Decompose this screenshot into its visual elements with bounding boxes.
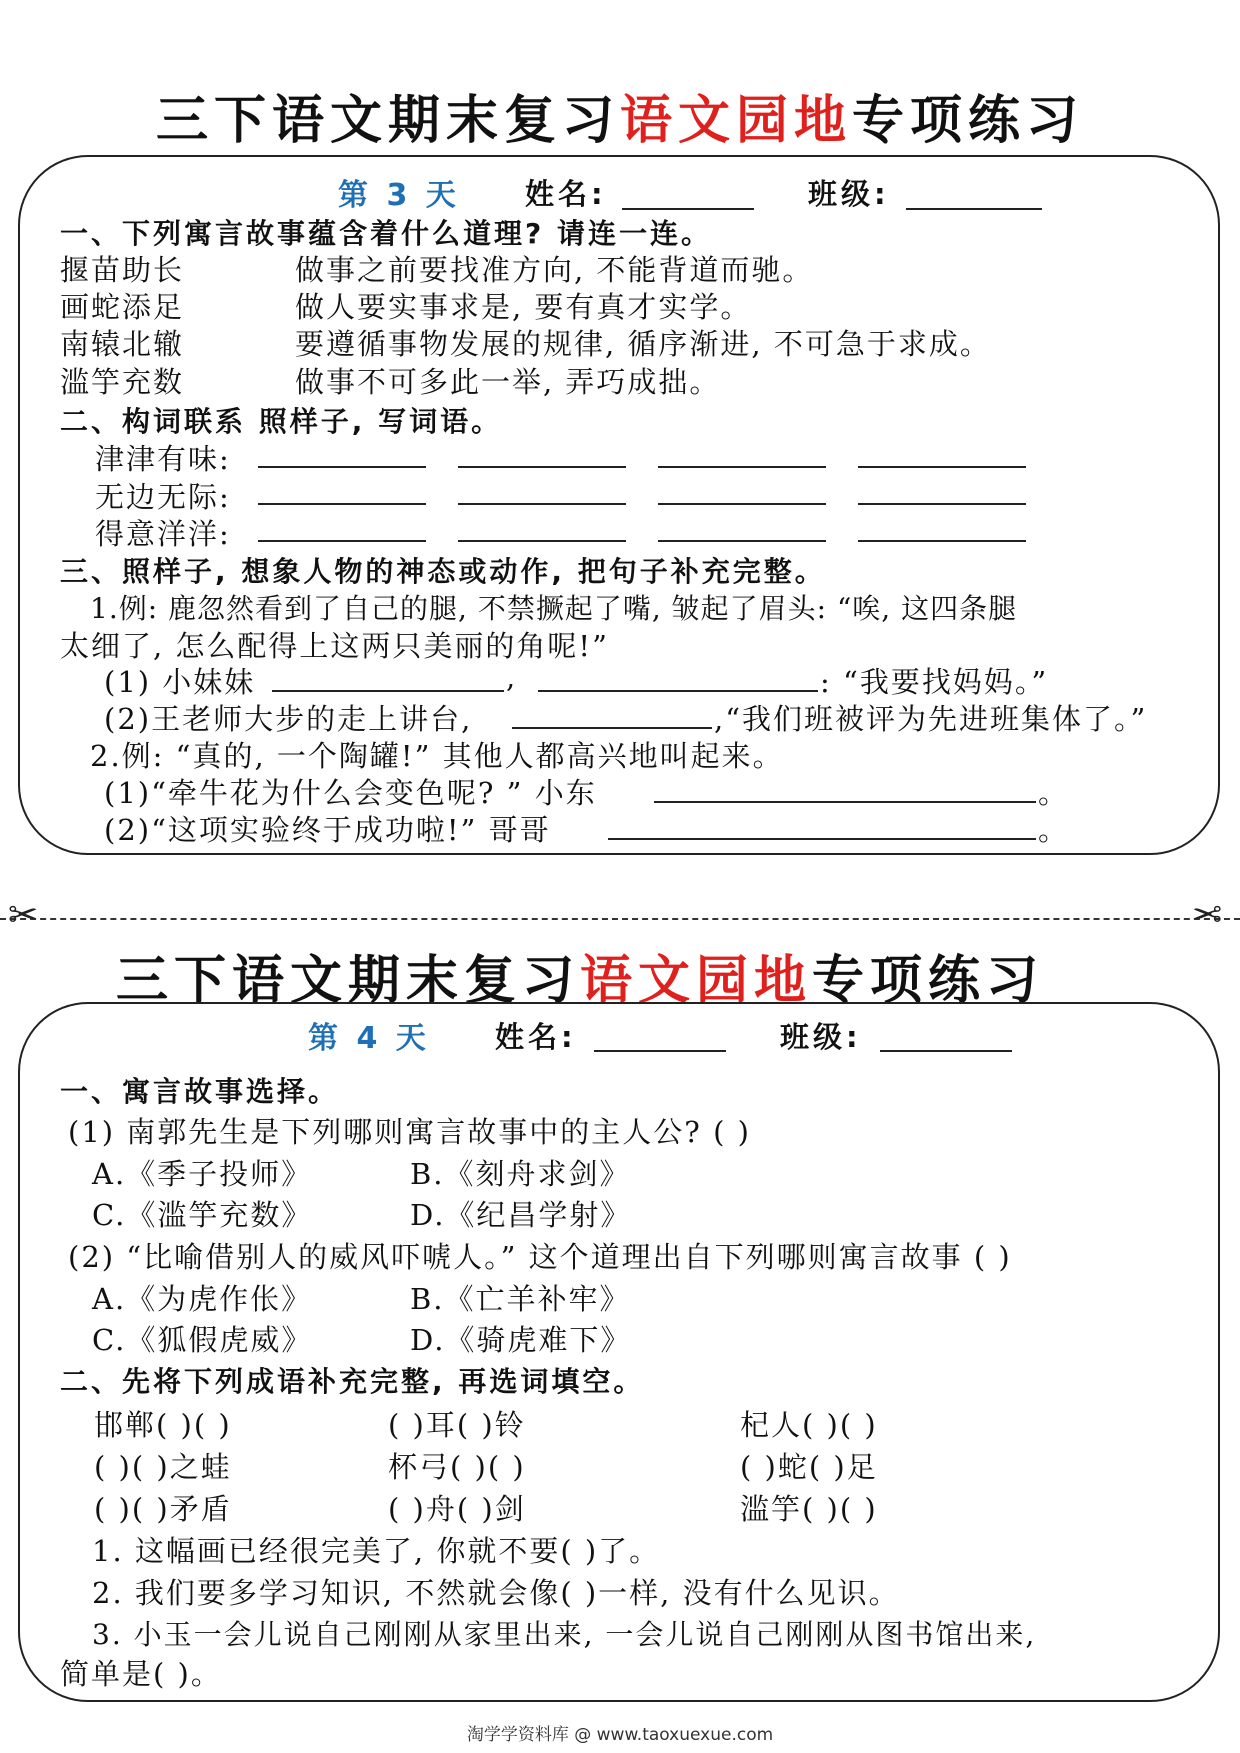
day-label: 第 4 天: [308, 1021, 430, 1056]
choice-option[interactable]: A.《季子投师》: [92, 1157, 313, 1191]
cut-line: [0, 918, 1240, 920]
q1-heading: 一、寓言故事选择。: [60, 1075, 340, 1108]
answer-blank[interactable]: [272, 690, 504, 692]
q1-heading: 一、下列寓言故事蕴含着什么道理? 请连一连。: [60, 217, 712, 250]
sheet1-title: [0, 78, 1240, 153]
title-highlight: 语文园地: [619, 91, 852, 151]
exercise-prompt: (2)王老师大步的走上讲台,: [104, 702, 473, 736]
word-blank[interactable]: [458, 503, 626, 505]
word-blank[interactable]: [658, 466, 826, 468]
word-blank[interactable]: [858, 466, 1026, 468]
idiom-blank[interactable]: ( )舟( )剑: [388, 1492, 526, 1526]
word-blank[interactable]: [458, 466, 626, 468]
exercise-prompt: (2)“这项实验终于成功啦!” 哥哥: [104, 813, 551, 847]
answer-blank[interactable]: [538, 690, 818, 692]
idiom-blank[interactable]: 杯弓( )( ): [388, 1450, 526, 1484]
day-label: 第 3 天: [338, 178, 460, 213]
class-label: 班级:: [780, 1020, 862, 1054]
moral-item[interactable]: 做人要实事求是, 要有真才实学。: [295, 290, 752, 324]
class-field[interactable]: [906, 208, 1042, 210]
class-field[interactable]: [880, 1050, 1012, 1052]
fill-sentence: 3. 小玉一会儿说自己刚刚从家里出来, 一会儿说自己刚刚从图书馆出来,: [92, 1618, 1037, 1651]
name-label: 姓名:: [495, 1020, 577, 1054]
scissors-icon: ✂: [8, 895, 39, 936]
word-blank[interactable]: [458, 540, 626, 542]
sample-word: 无边无际:: [95, 480, 231, 514]
answer-blank[interactable]: [654, 801, 1036, 803]
idiom-blank[interactable]: ( )蛇( )足: [740, 1450, 878, 1484]
word-blank[interactable]: [258, 466, 426, 468]
question-stem: (2) “比喻借别人的威风吓唬人。” 这个道理出自下列哪则寓言故事 ( ): [68, 1240, 1012, 1274]
fill-sentence[interactable]: 1. 这幅画已经很完美了, 你就不要( )了。: [92, 1534, 661, 1568]
sheet1-header: [338, 170, 460, 214]
idiom-blank[interactable]: 邯郸( )( ): [94, 1408, 232, 1442]
moral-item[interactable]: 要遵循事物发展的规律, 循序渐进, 不可急于求成。: [295, 327, 991, 361]
word-blank[interactable]: [858, 503, 1026, 505]
word-blank[interactable]: [258, 503, 426, 505]
title-prefix: 三下语文期末复习: [155, 91, 620, 151]
exercise-quote: : “我要找妈妈。”: [820, 665, 1049, 699]
name-field[interactable]: [622, 208, 754, 210]
idiom-item[interactable]: 画蛇添足: [60, 290, 185, 324]
q2-heading: 二、先将下列成语补充完整, 再选词填空。: [60, 1365, 645, 1398]
fill-sentence[interactable]: 2. 我们要多学习知识, 不然就会像( )一样, 没有什么见识。: [92, 1576, 900, 1610]
example-sentence: 1.例: 鹿忽然看到了自己的腿, 不禁撅起了嘴, 皱起了眉头: “唉, 这四条腿: [90, 592, 1018, 625]
idiom-item[interactable]: 南辕北辙: [60, 327, 185, 361]
choice-option[interactable]: D.《骑虎难下》: [410, 1323, 632, 1357]
title-prefix: 三下语文期末复习: [115, 951, 580, 1011]
class-label: 班级:: [808, 177, 890, 211]
idiom-blank[interactable]: ( )耳( )铃: [388, 1408, 526, 1442]
moral-item[interactable]: 做事之前要找准方向, 不能背道而驰。: [295, 253, 814, 287]
choice-option[interactable]: D.《纪昌学射》: [410, 1198, 632, 1232]
scissors-icon: ✂: [1192, 895, 1223, 936]
word-blank[interactable]: [658, 503, 826, 505]
word-blank[interactable]: [658, 540, 826, 542]
word-blank[interactable]: [858, 540, 1026, 542]
fill-sentence[interactable]: 简单是( )。: [60, 1657, 222, 1691]
idiom-blank[interactable]: 杞人( )( ): [740, 1408, 878, 1442]
exercise-prompt: (1) 小妹妹: [104, 665, 256, 699]
title-suffix: 专项练习: [852, 91, 1085, 151]
idiom-blank[interactable]: 滥竽( )( ): [740, 1492, 878, 1526]
name-label: 姓名:: [525, 177, 607, 211]
choice-option[interactable]: B.《亡羊补牢》: [410, 1282, 631, 1316]
idiom-item[interactable]: 揠苗助长: [60, 253, 185, 287]
example-sentence: 2.例: “真的, 一个陶罐!” 其他人都高兴地叫起来。: [90, 739, 784, 773]
word-blank[interactable]: [258, 540, 426, 542]
q2-heading: 二、构词联系 照样子, 写词语。: [60, 405, 503, 438]
exercise-prompt: (1)“牵牛花为什么会变色呢? ” 小东: [104, 776, 597, 810]
name-field[interactable]: [594, 1050, 726, 1052]
sheet2-header: [308, 1013, 430, 1057]
title-highlight: 语文园地: [579, 951, 812, 1011]
answer-blank[interactable]: [608, 838, 1036, 840]
idiom-blank[interactable]: ( )( )之蛙: [94, 1450, 232, 1484]
exercise-punct: 。: [1038, 776, 1070, 810]
exercise-quote: ,“我们班被评为先进班集体了。”: [714, 702, 1148, 736]
question-stem: (1) 南郭先生是下列哪则寓言故事中的主人公? ( ): [68, 1115, 751, 1149]
exercise-punct: ,: [506, 660, 518, 694]
idiom-item[interactable]: 滥竽充数: [60, 365, 185, 399]
choice-option[interactable]: A.《为虎作伥》: [92, 1282, 313, 1316]
exercise-punct: 。: [1038, 813, 1070, 847]
choice-option[interactable]: C.《狐假虎威》: [92, 1323, 313, 1357]
example-sentence: 太细了, 怎么配得上这两只美丽的角呢!”: [60, 629, 609, 663]
sample-word: 津津有味:: [95, 442, 231, 476]
answer-blank[interactable]: [512, 727, 712, 729]
title-suffix: 专项练习: [812, 951, 1045, 1011]
sample-word: 得意洋洋:: [95, 517, 231, 551]
moral-item[interactable]: 做事不可多此一举, 弄巧成拙。: [295, 365, 721, 399]
choice-option[interactable]: C.《滥竽充数》: [92, 1198, 313, 1232]
choice-option[interactable]: B.《刻舟求剑》: [410, 1157, 631, 1191]
idiom-blank[interactable]: ( )( )矛盾: [94, 1492, 232, 1526]
footer-watermark: 淘学学资料库 @ www.taoxuexue.com: [466, 1725, 774, 1745]
q3-heading: 三、照样子, 想象人物的神态或动作, 把句子补充完整。: [60, 555, 826, 588]
